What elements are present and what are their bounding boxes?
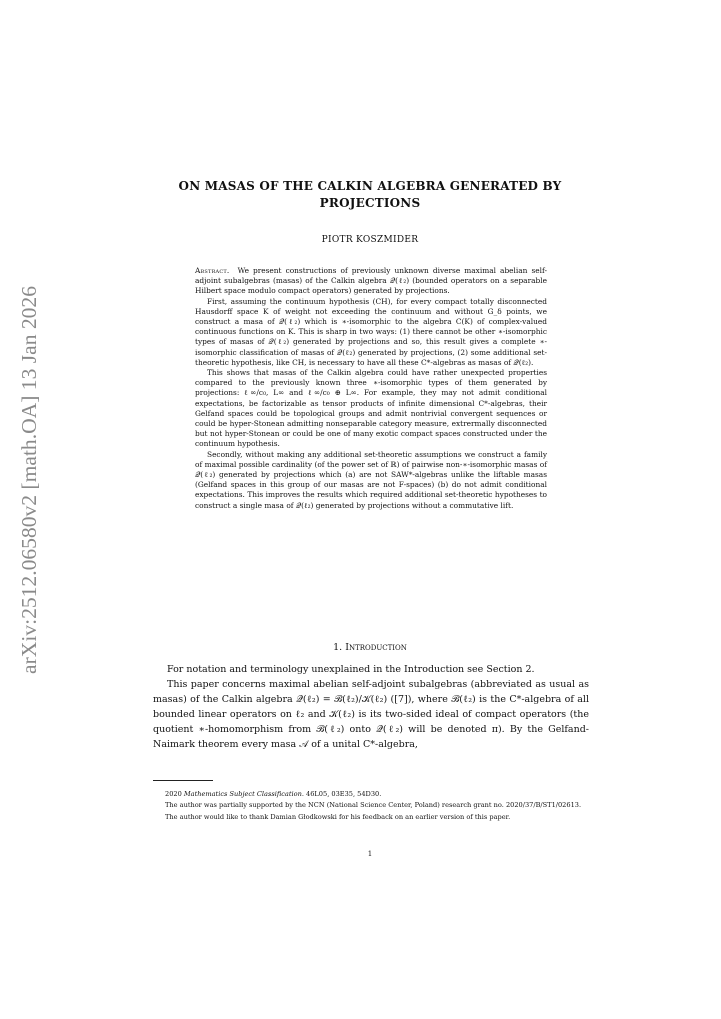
introduction-body xyxy=(153,662,589,752)
arxiv-identifier-stamp xyxy=(0,284,50,674)
abstract-paragraph-2: First, assuming the continuum hypothesis (CH), for every compact totally disconnected Hausdorff space K of weight not exceeding the continuum and without G_δ points, we construct a masa of 𝒬(ℓ₂) which is ∗-isomorphic to the algebra C(K) of complex-valued continuous functions on K. This is sharp in two ways: (1) there cannot be other ∗-isomorphic types of masas of 𝒬(ℓ₂) generated by projections and so, this result gives a complete ∗-isomorphic classification of masas of 𝒬(ℓ₂) generated by projections, (2) some additional set-theoretic hypothesis, like CH, is necessary to have all these C*-algebras as masas of 𝒬(ℓ₂). xyxy=(195,296,547,367)
author-name: PIOTR KOSZMIDER xyxy=(321,235,419,245)
abstract-label: Abstract. xyxy=(195,266,230,275)
page-number: 1 xyxy=(367,850,373,858)
abstract-paragraph-3: This shows that masas of the Calkin algebra could have rather unexpected properties compared to the previously known three ∗-isomorphic types of them generated by projections: ℓ∞/c₀, L∞ and ℓ∞/c₀ ⊕ L∞. For example, they may not admit conditional expectations, be factorizable as tensor products of infinite dimensional C*-algebras, their Gelfand spaces could be topological groups and admit nontrivial convergent sequences or could be hyper-Stonean admitting nonseparable category measure, extrermally disconnected but not hyper-Stonean or could be one of many exotic compact spaces constructed under the continuum hypothesis. xyxy=(195,368,547,449)
section-heading xyxy=(150,642,590,653)
abstract xyxy=(195,266,547,511)
footnote-thanks: The author would like to thank Damian Głodkowski for his feedback on an earlier version of this paper. xyxy=(165,812,511,821)
abstract-paragraph-1 xyxy=(195,266,547,297)
footnotes xyxy=(153,789,589,823)
arxiv-stamp-svg xyxy=(0,284,50,674)
arxiv-stamp-text: arXiv:2512.06580v2 [math.OA] 13 Jan 2026 xyxy=(17,287,41,674)
section-number: 1. xyxy=(333,642,343,653)
intro-paragraph-1: For notation and terminology unexplained in the Introduction see Section 2. xyxy=(167,664,535,675)
abstract-paragraph-4: Secondly, without making any additional set-theoretic assumptions we construct a family of maximal possible cardinality (of the power set of ℝ) of pairwise non-∗-isomorphic masas of 𝒬(ℓ₂) generated by projections which (a) are not SAW*-algebras unlike the liftable masas (Gelfand spaces in this group of our masas are not F-spaces) (b) do not admit conditional expectations. This improves the results which required additional set-theoretic hypotheses to construct a single masa of 𝒬(ℓ₂) generated by projections without a commutative lift. xyxy=(195,449,547,510)
section-title: Introduction xyxy=(345,642,407,653)
title-line-2: PROJECTIONS xyxy=(319,196,421,210)
paper-title xyxy=(150,178,590,212)
intro-paragraph-2: This paper concerns maximal abelian self-adjoint subalgebras (abbreviated as usual as masas) of the Calkin algebra 𝒬(ℓ₂) = ℬ(ℓ₂)/𝒦(ℓ₂) ([7]), where ℬ(ℓ₂) is the C*-algebra of all bounded linear operators on ℓ₂ and 𝒦(ℓ₂) is its two-sided ideal of compact operators (the quotient ∗-homomorphism from ℬ(ℓ₂) onto 𝒬(ℓ₂) will be denoted π). By the Gelfand-Naimark theorem every masa 𝒜 of a unital C*-algebra, xyxy=(153,679,589,750)
msc-codes: 46L05, 03E35, 54D30. xyxy=(306,790,382,798)
footnote-grant: The author was partially supported by the NCN (National Science Center, Poland) research grant no. 2020/37/B/ST1/02613. xyxy=(165,801,582,810)
msc-label: Mathematics Subject Classification. xyxy=(183,790,304,798)
title-line-1: ON MASAS OF THE CALKIN ALGEBRA GENERATED BY xyxy=(178,179,562,193)
msc-year: 2020 xyxy=(165,790,182,798)
footnote-msc xyxy=(153,789,589,800)
abstract-text-1: We present constructions of previously unknown diverse maximal abelian self-adjoint subalgebras (masas) of the Calkin algebra 𝒬(ℓ₂) (bounded operators on a separable Hilbert space modulo compact operators) generated by projections. xyxy=(195,266,547,296)
footnote-divider xyxy=(153,780,213,781)
